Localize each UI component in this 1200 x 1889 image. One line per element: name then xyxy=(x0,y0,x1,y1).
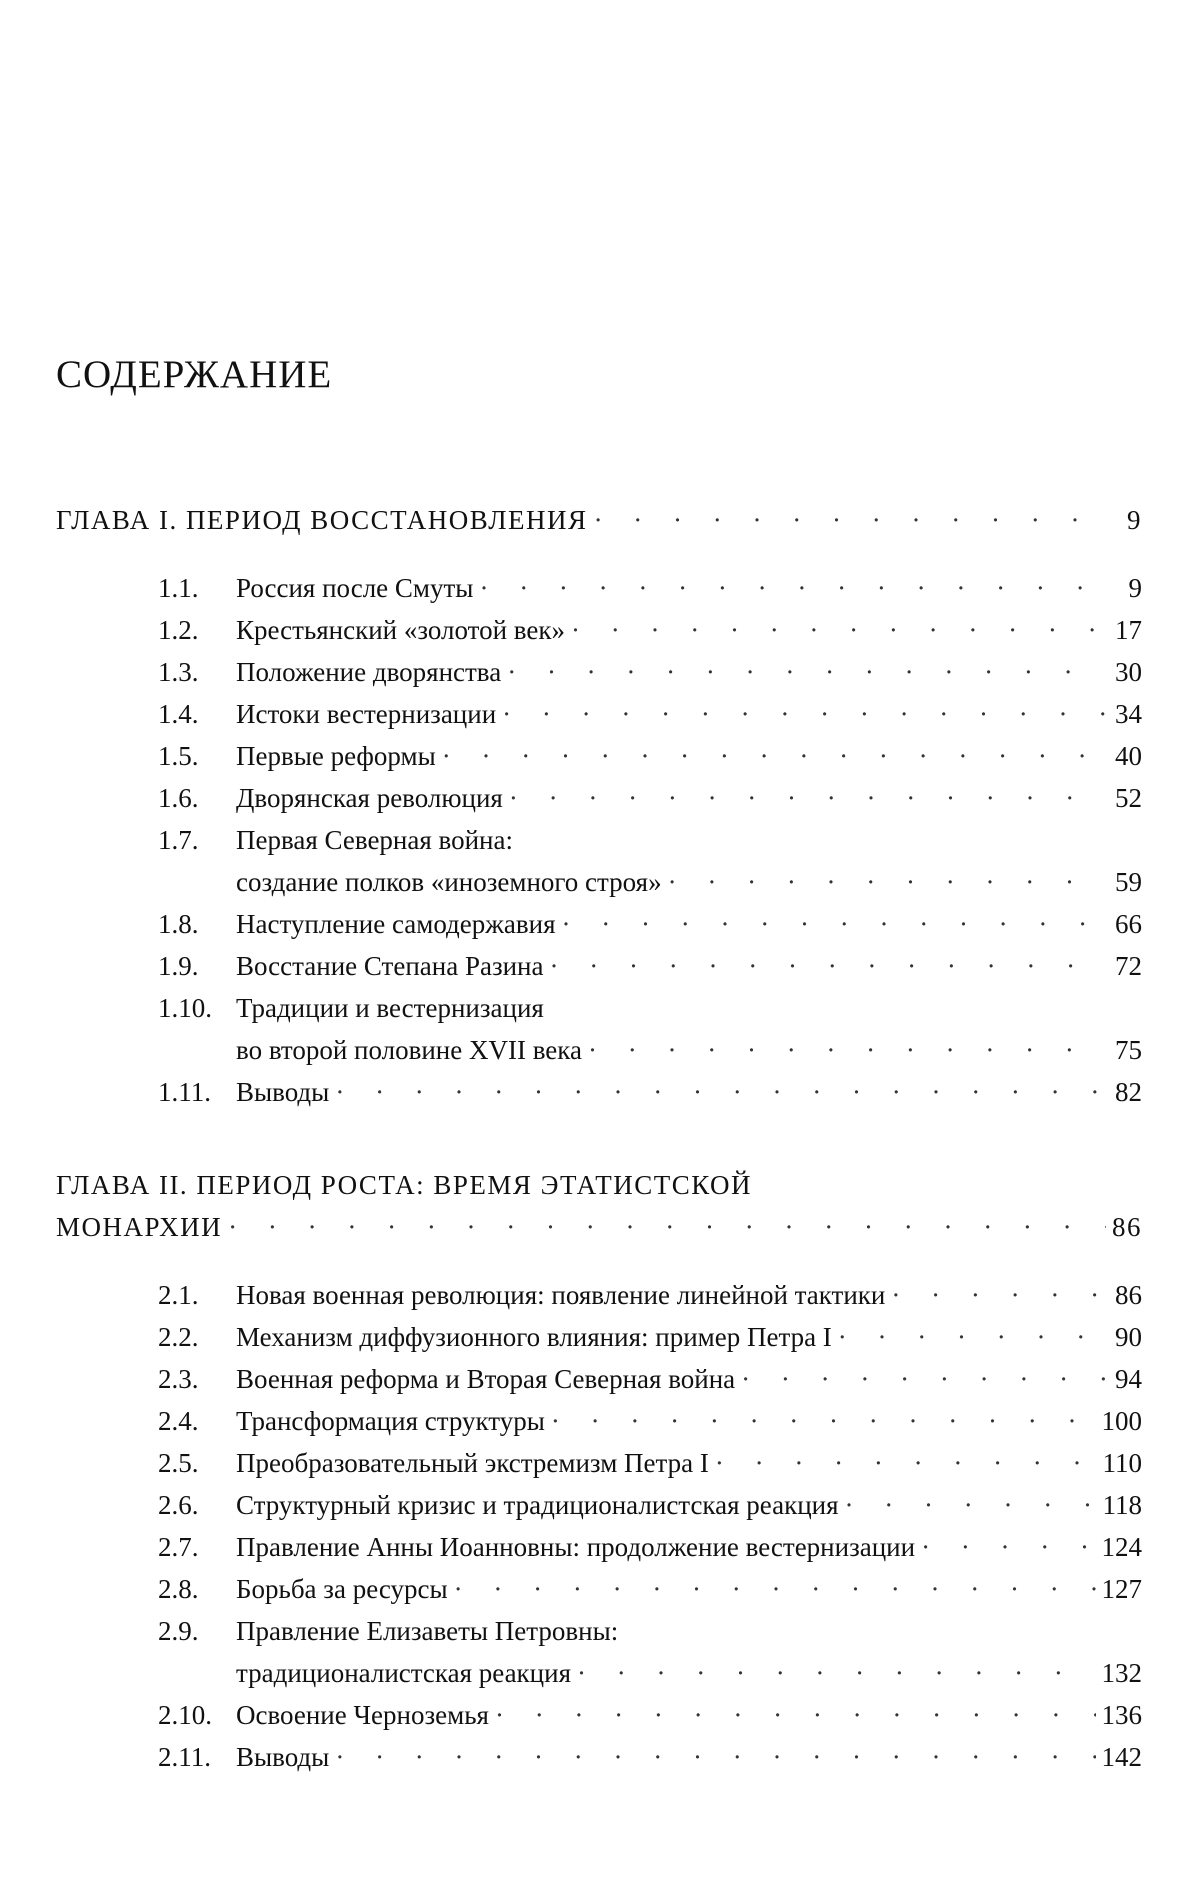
section-page: 118 xyxy=(1102,1490,1142,1520)
section-title: Дворянская революция xyxy=(236,783,503,813)
dot-leader xyxy=(715,1446,1097,1480)
section-number: 1.2. xyxy=(158,615,199,645)
section-title: Преобразовательный экстремизм Петра I xyxy=(236,1448,709,1478)
section-title: Восстание Степана Разина xyxy=(236,951,544,981)
section-page: 124 xyxy=(1101,1532,1142,1562)
chapter-2-page: 86 xyxy=(1112,1212,1142,1242)
dot-leader xyxy=(562,907,1106,941)
section-title: Первая Северная война: xyxy=(236,825,513,855)
toc-entry xyxy=(158,1488,1142,1522)
dot-leader xyxy=(442,739,1106,773)
toc-entry xyxy=(158,655,1142,689)
section-page: 30 xyxy=(1115,657,1142,687)
section-page: 110 xyxy=(1102,1448,1142,1478)
section-page: 59 xyxy=(1115,867,1142,897)
section-page: 66 xyxy=(1115,909,1142,939)
section-number: 1.9. xyxy=(158,951,199,981)
section-title: Россия после Смуты xyxy=(236,573,474,603)
section-number: 1.10. xyxy=(158,993,212,1023)
section-number: 2.9. xyxy=(158,1616,199,1646)
section-page: 86 xyxy=(1115,1280,1142,1310)
dot-leader xyxy=(509,781,1106,815)
section-number: 1.1. xyxy=(158,573,199,603)
dot-leader xyxy=(594,503,1106,537)
toc-entry xyxy=(158,1404,1142,1438)
toc-entry xyxy=(158,1278,1142,1312)
section-number: 2.2. xyxy=(158,1322,199,1352)
section-title: Положение дворянства xyxy=(236,657,502,687)
section-number: 2.6. xyxy=(158,1490,199,1520)
section-title: Правление Елизаветы Петровны: xyxy=(236,1616,619,1646)
dot-leader xyxy=(551,1404,1096,1438)
toc-entry xyxy=(158,613,1142,647)
chapter-2-title-line-2: МОНАРХИИ xyxy=(56,1212,223,1242)
dot-leader xyxy=(588,1033,1106,1067)
section-page: 75 xyxy=(1115,1035,1142,1065)
toc-entry xyxy=(158,907,1142,941)
section-page: 34 xyxy=(1115,699,1142,729)
section-title: Борьба за ресурсы xyxy=(236,1574,448,1604)
page-title: СОДЕРЖАНИЕ xyxy=(56,353,333,396)
chapter-1-page: 9 xyxy=(1127,505,1142,535)
chapter-2-title-line-1: ГЛАВА II. ПЕРИОД РОСТА: ВРЕМЯ ЭТАТИСТСКОЙ xyxy=(56,1170,753,1200)
toc-entry xyxy=(158,1740,1142,1774)
section-page: 52 xyxy=(1115,783,1142,813)
toc-entry-continuation xyxy=(236,1656,1142,1690)
section-page: 72 xyxy=(1115,951,1142,981)
section-title: Новая военная революция: появление линейной тактики xyxy=(236,1280,886,1310)
toc-entry xyxy=(158,1698,1142,1732)
section-page: 82 xyxy=(1115,1077,1142,1107)
section-title: Освоение Черноземья xyxy=(236,1700,489,1730)
dot-leader xyxy=(502,697,1106,731)
toc-entry xyxy=(158,1446,1142,1480)
toc-entry xyxy=(158,571,1142,605)
dot-leader xyxy=(479,571,1106,605)
toc-entry xyxy=(158,1572,1142,1606)
toc-entry xyxy=(158,949,1142,983)
dot-leader xyxy=(507,655,1106,689)
dot-leader xyxy=(228,1210,1106,1244)
dot-leader xyxy=(335,1075,1106,1109)
section-title: Первые реформы xyxy=(236,741,436,771)
section-title: Наступление самодержавия xyxy=(236,909,556,939)
section-page: 40 xyxy=(1115,741,1142,771)
section-page: 136 xyxy=(1101,1700,1142,1730)
dot-leader xyxy=(335,1740,1095,1774)
dot-leader xyxy=(838,1320,1106,1354)
toc-entry-first-line xyxy=(158,823,513,857)
section-number: 1.4. xyxy=(158,699,199,729)
section-title: Военная реформа и Вторая Северная война xyxy=(236,1364,736,1394)
section-title: Истоки вестернизации xyxy=(236,699,497,729)
chapter-1-entry xyxy=(56,503,1142,537)
section-number: 1.3. xyxy=(158,657,199,687)
section-number: 2.10. xyxy=(158,1700,212,1730)
dot-leader xyxy=(921,1530,1095,1564)
dot-leader xyxy=(550,949,1107,983)
section-title: Трансформация структуры xyxy=(236,1406,545,1436)
section-number: 2.7. xyxy=(158,1532,199,1562)
section-page: 94 xyxy=(1115,1364,1142,1394)
toc-entry-first-line xyxy=(158,1614,618,1648)
section-number: 2.5. xyxy=(158,1448,199,1478)
section-number: 2.4. xyxy=(158,1406,199,1436)
section-page: 9 xyxy=(1128,573,1142,603)
section-page: 132 xyxy=(1101,1658,1142,1688)
section-title: Крестьянский «золотой век» xyxy=(236,615,565,645)
dot-leader xyxy=(577,1656,1096,1690)
toc-entry xyxy=(158,1075,1142,1109)
section-title-continued: создание полков «иноземного строя» xyxy=(236,867,662,897)
section-page: 127 xyxy=(1101,1574,1142,1604)
section-title: Механизм диффузионного влияния: пример Петра I xyxy=(236,1322,832,1352)
toc-entry xyxy=(158,739,1142,773)
section-title: Традиции и вестернизация xyxy=(236,993,544,1023)
section-page: 100 xyxy=(1101,1406,1142,1436)
toc-entry xyxy=(158,1320,1142,1354)
dot-leader xyxy=(845,1488,1097,1522)
section-number: 2.1. xyxy=(158,1280,199,1310)
toc-entry xyxy=(158,781,1142,815)
section-page: 17 xyxy=(1115,615,1142,645)
toc-entry-continuation xyxy=(236,1033,1142,1067)
section-number: 1.7. xyxy=(158,825,199,855)
section-number: 1.6. xyxy=(158,783,199,813)
section-number: 2.3. xyxy=(158,1364,199,1394)
dot-leader xyxy=(668,865,1106,899)
dot-leader xyxy=(454,1572,1096,1606)
toc-entry-continuation xyxy=(236,865,1142,899)
section-title: Выводы xyxy=(236,1077,330,1107)
section-number: 2.11. xyxy=(158,1742,211,1772)
section-number: 1.5. xyxy=(158,741,199,771)
toc-entry xyxy=(158,1362,1142,1396)
section-title-continued: во второй половине XVII века xyxy=(236,1035,582,1065)
section-number: 2.8. xyxy=(158,1574,199,1604)
section-title-continued: традиционалистская реакция xyxy=(236,1658,571,1688)
toc-entry xyxy=(158,1530,1142,1564)
toc-entry xyxy=(158,697,1142,731)
dot-leader xyxy=(571,613,1106,647)
chapter-2-entry xyxy=(56,1210,1142,1244)
section-title: Структурный кризис и традиционалистская реакция xyxy=(236,1490,839,1520)
dot-leader xyxy=(741,1362,1106,1396)
toc-entry-first-line xyxy=(158,991,544,1025)
section-title: Выводы xyxy=(236,1742,330,1772)
chapter-1-title: ГЛАВА I. ПЕРИОД ВОССТАНОВЛЕНИЯ xyxy=(56,505,588,535)
section-page: 90 xyxy=(1115,1322,1142,1352)
section-number: 1.8. xyxy=(158,909,199,939)
section-number: 1.11. xyxy=(158,1077,211,1107)
section-title: Правление Анны Иоанновны: продолжение вестернизации xyxy=(236,1532,916,1562)
dot-leader xyxy=(495,1698,1096,1732)
dot-leader xyxy=(891,1278,1106,1312)
section-page: 142 xyxy=(1101,1742,1142,1772)
